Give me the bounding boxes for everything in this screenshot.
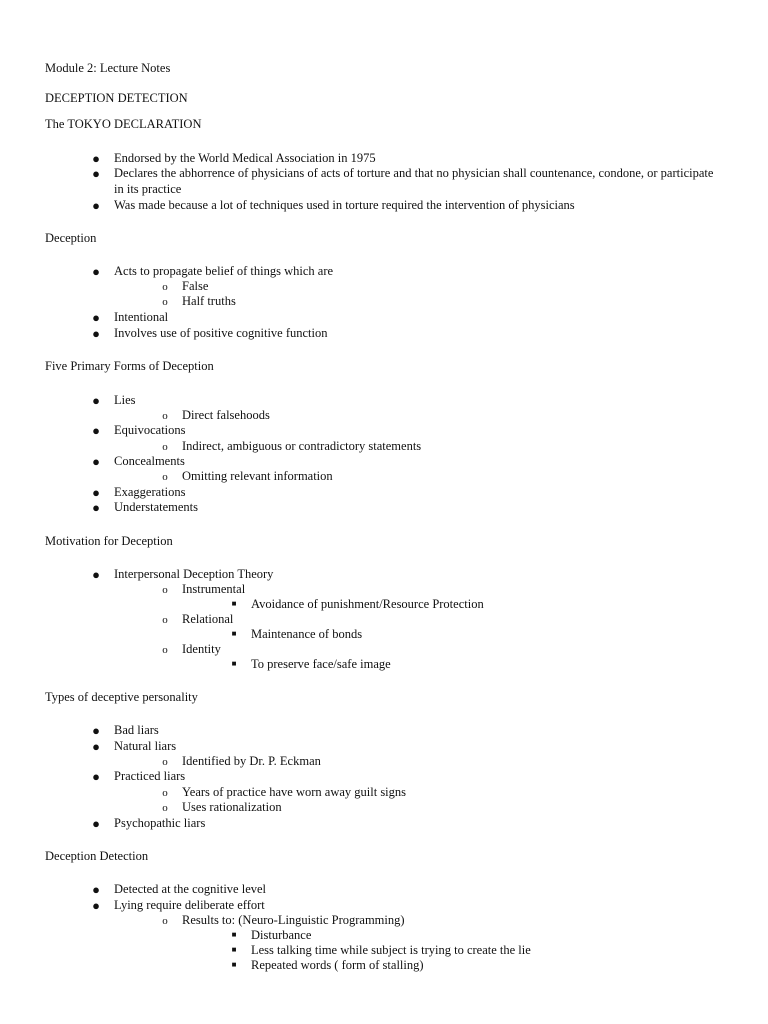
bullet-square-icon: ■ (231, 599, 237, 608)
bullet-square-icon: ■ (231, 930, 237, 939)
bullet-dot-icon: ● (92, 739, 100, 754)
bullet-dot-icon: ● (92, 485, 100, 500)
sub-list-item: o False (182, 279, 208, 295)
bullet-dot-icon: ● (92, 898, 100, 913)
section-heading-deception: Deception (45, 231, 97, 245)
list-item: ● Equivocations (114, 423, 186, 439)
bullet-dot-icon: ● (92, 500, 100, 515)
bullet-dot-icon: ● (92, 198, 100, 213)
bullet-dot-icon: ● (92, 423, 100, 438)
bullet-dot-icon: ● (92, 310, 100, 325)
bullet-dot-icon: ● (92, 882, 100, 897)
bullet-dot-icon: ● (92, 393, 100, 408)
list-item: ● Involves use of positive cognitive function (114, 326, 328, 342)
sub-list-item: o Relational (182, 612, 233, 628)
bullet-dot-icon: ● (92, 264, 100, 279)
bullet-dot-icon: ● (92, 816, 100, 831)
list-item: ● Was made because a lot of techniques used in torture required the intervention of physicians (114, 198, 575, 214)
bullet-circle-icon: o (162, 915, 168, 927)
list-item: ● Intentional (114, 310, 168, 326)
bullet-circle-icon: o (162, 584, 168, 596)
sub-sub-list-item: ■ Disturbance (251, 928, 311, 944)
section-heading-motivation: Motivation for Deception (45, 534, 173, 548)
bullet-dot-icon: ● (92, 151, 100, 166)
list-item: ● Understatements (114, 500, 198, 516)
list-item: ● Natural liars (114, 739, 176, 755)
list-item: ● Declares the abhorrence of physicians of acts of torture and that no physician shall countenance, condone, or participate (114, 166, 713, 182)
bullet-circle-icon: o (162, 787, 168, 799)
list-item: ● Lies (114, 393, 136, 409)
bullet-dot-icon: ● (92, 567, 100, 582)
list-item: ● Interpersonal Deception Theory (114, 567, 273, 583)
sub-list-item: o Indirect, ambiguous or contradictory statements (182, 439, 421, 455)
sub-sub-list-item: ■ To preserve face/safe image (251, 657, 391, 673)
bullet-circle-icon: o (162, 281, 168, 293)
sub-sub-list-item: ■ Less talking time while subject is trying to create the lie (251, 943, 531, 959)
sub-sub-list-item: ■ Avoidance of punishment/Resource Protection (251, 597, 484, 613)
list-item: ● Exaggerations (114, 485, 186, 501)
section-heading-five-primary-forms: Five Primary Forms of Deception (45, 359, 214, 373)
bullet-circle-icon: o (162, 644, 168, 656)
bullet-dot-icon: ● (92, 326, 100, 341)
list-item: ● Practiced liars (114, 769, 185, 785)
bullet-circle-icon: o (162, 441, 168, 453)
list-item: ● Acts to propagate belief of things which are (114, 264, 333, 280)
sub-list-item: o Half truths (182, 294, 236, 310)
bullet-circle-icon: o (162, 296, 168, 308)
bullet-square-icon: ■ (231, 960, 237, 969)
bullet-circle-icon: o (162, 802, 168, 814)
list-item: ● Lying require deliberate effort (114, 898, 265, 914)
sub-list-item: o Uses rationalization (182, 800, 282, 816)
list-item: ● Bad liars (114, 723, 159, 739)
bullet-square-icon: ■ (231, 659, 237, 668)
sub-sub-list-item: ■ Repeated words ( form of stalling) (251, 958, 424, 974)
module-title: Module 2: Lecture Notes (45, 61, 171, 75)
list-item: ● Detected at the cognitive level (114, 882, 266, 898)
bullet-circle-icon: o (162, 756, 168, 768)
section-heading-deception-detection: Deception Detection (45, 849, 149, 863)
sub-list-item: o Omitting relevant information (182, 469, 333, 485)
list-item: ● Psychopathic liars (114, 816, 205, 832)
bullet-dot-icon: ● (92, 454, 100, 469)
page-title: DECEPTION DETECTION (45, 91, 188, 105)
bullet-circle-icon: o (162, 471, 168, 483)
bullet-circle-icon: o (162, 410, 168, 422)
section-heading-personality-types: Types of deceptive personality (45, 690, 198, 704)
bullet-square-icon: ■ (231, 629, 237, 638)
list-item: ● Endorsed by the World Medical Association in 1975 (114, 151, 376, 167)
bullet-dot-icon: ● (92, 166, 100, 181)
sub-list-item: o Identity (182, 642, 221, 658)
bullet-dot-icon: ● (92, 723, 100, 738)
sub-list-item: o Direct falsehoods (182, 408, 270, 424)
sub-list-item: o Instrumental (182, 582, 245, 598)
sub-list-item: o Years of practice have worn away guilt signs (182, 785, 406, 801)
list-item-continuation: in its practice (114, 182, 182, 196)
sub-list-item: o Identified by Dr. P. Eckman (182, 754, 321, 770)
bullet-circle-icon: o (162, 614, 168, 626)
sub-list-item: o Results to: (Neuro-Linguistic Programming) (182, 913, 405, 929)
list-item: ● Concealments (114, 454, 185, 470)
bullet-dot-icon: ● (92, 769, 100, 784)
sub-sub-list-item: ■ Maintenance of bonds (251, 627, 362, 643)
section-heading-tokyo-declaration: The TOKYO DECLARATION (45, 117, 202, 131)
bullet-square-icon: ■ (231, 945, 237, 954)
